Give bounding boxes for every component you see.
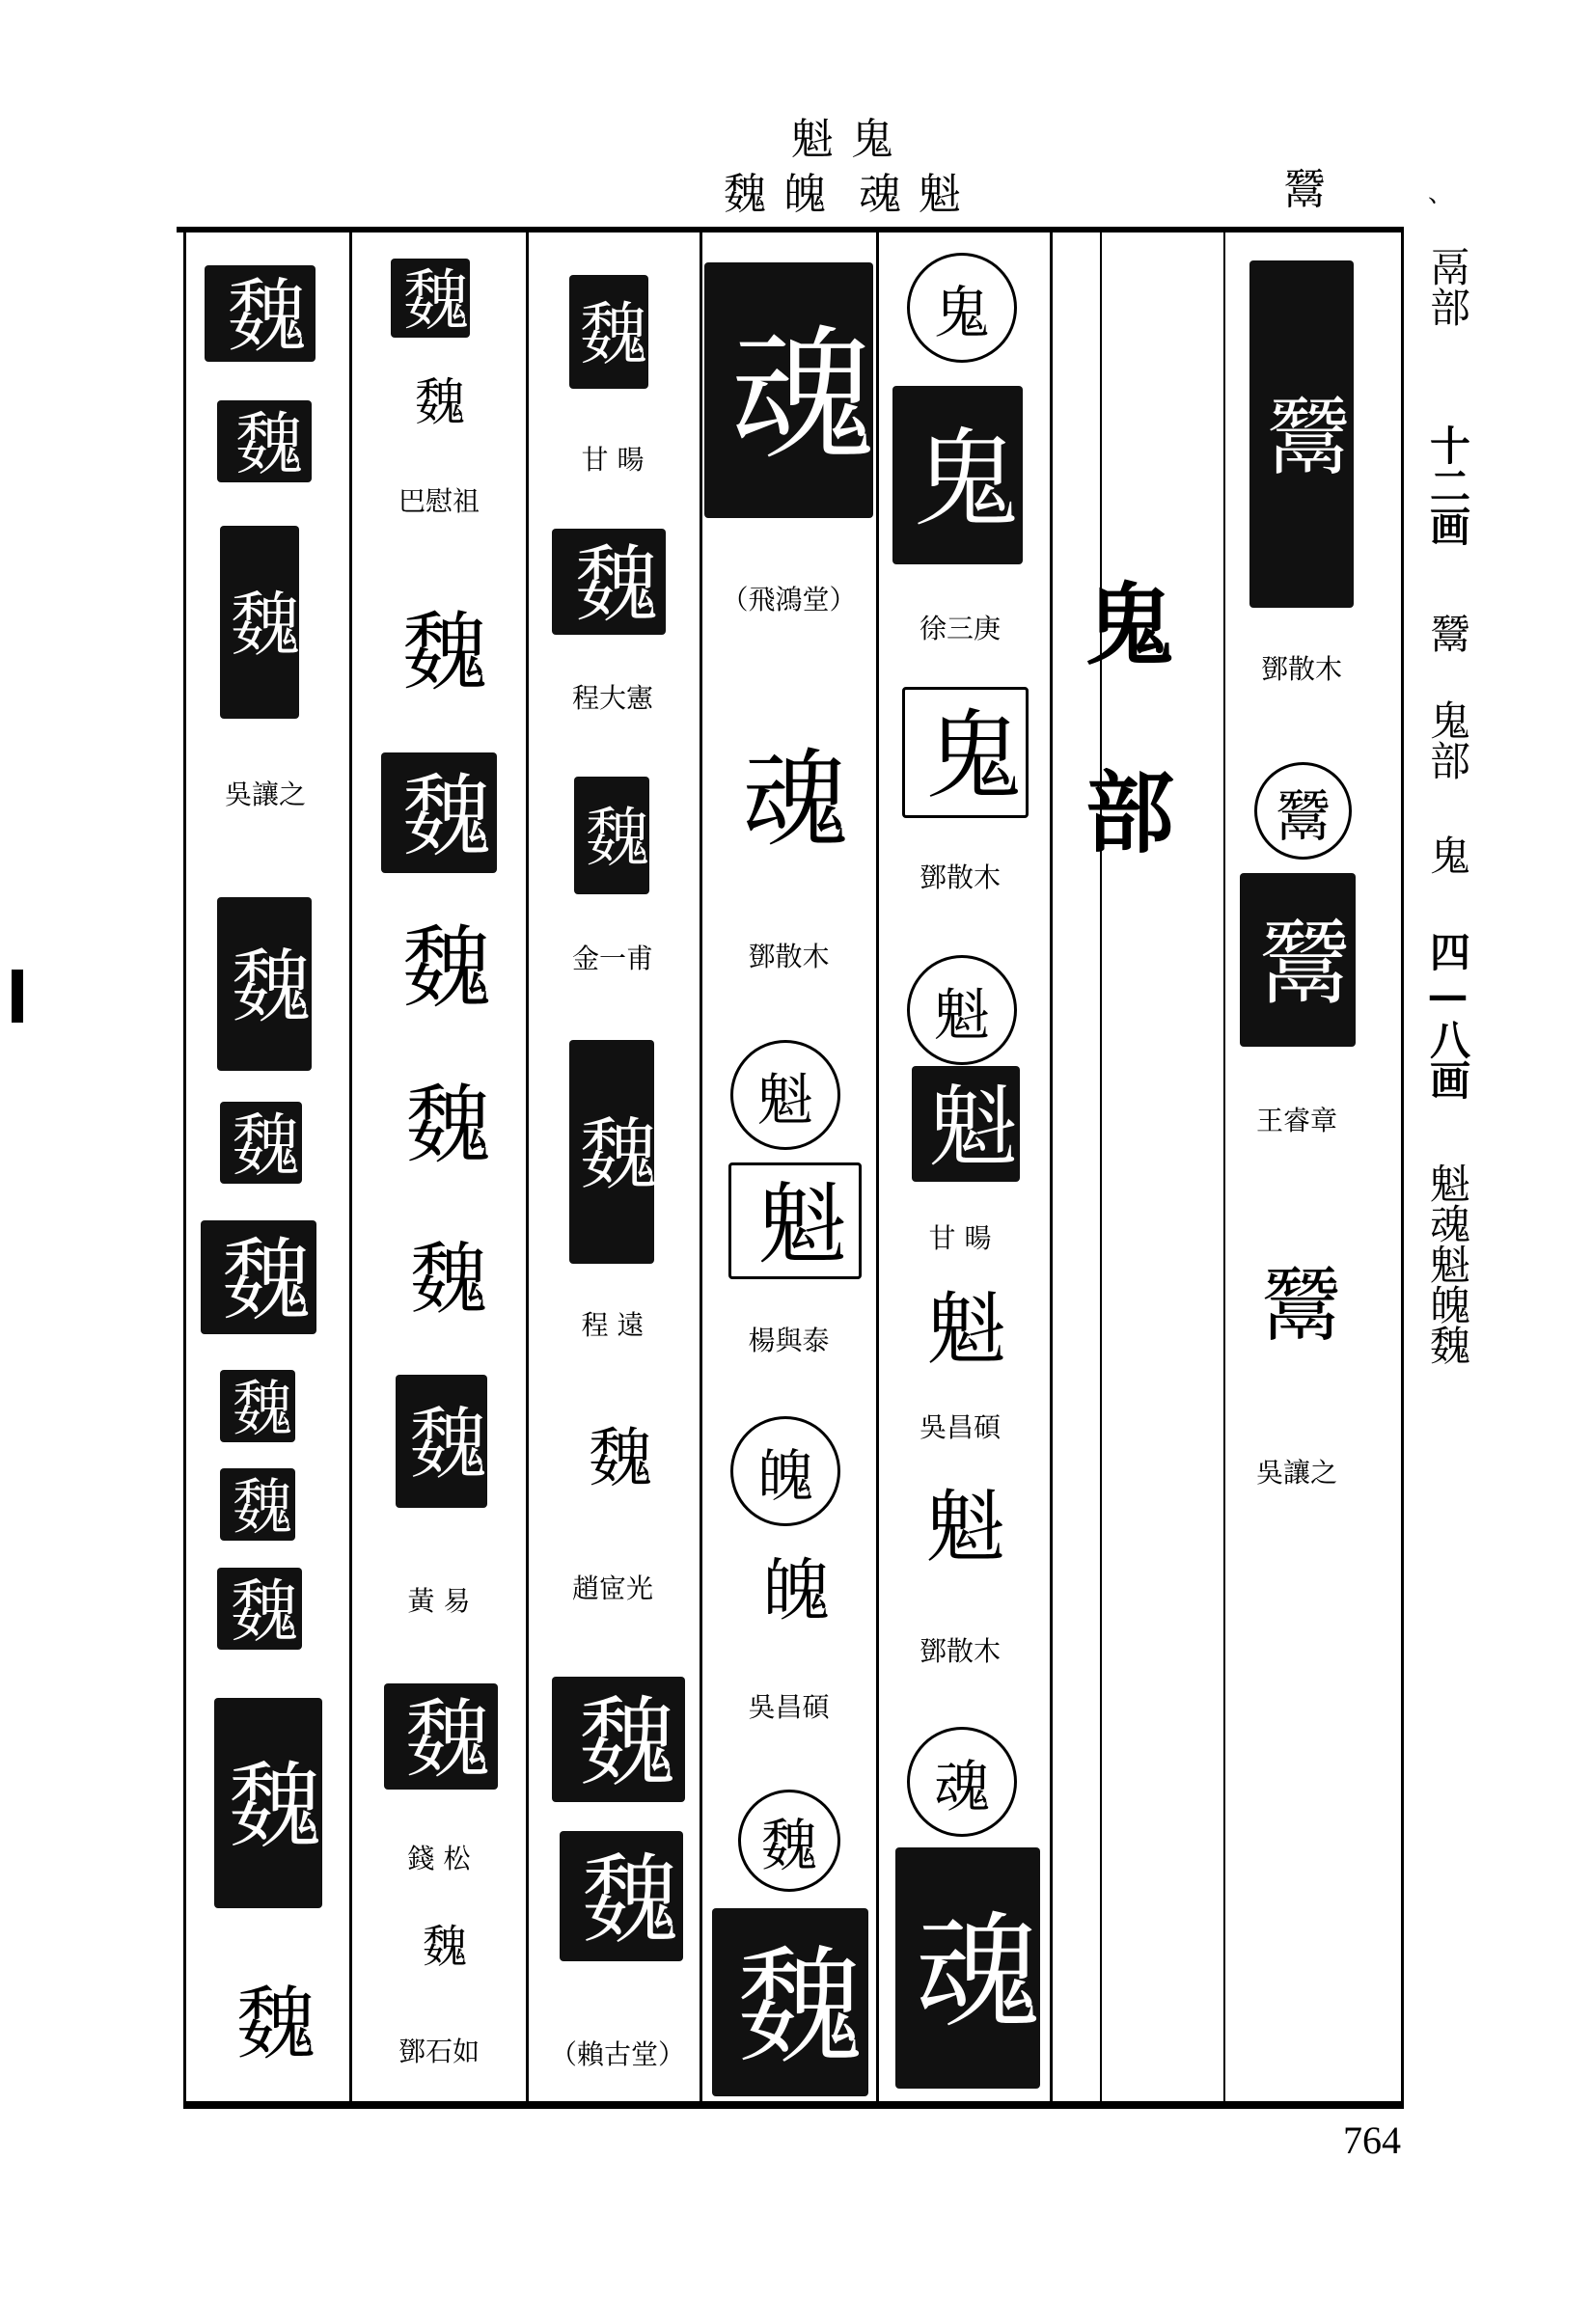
seal-hun-1: 魂 (704, 262, 873, 518)
seal-wei2-7: 魏 (394, 1223, 490, 1329)
column-divider-4 (700, 232, 702, 2101)
radical-label-2: 部 (1085, 762, 1175, 865)
seal-wei1-3: 魏 (574, 777, 649, 894)
side-strokes-a: 十二画 (1424, 424, 1471, 546)
seal-wei3-5: 魏 (220, 1102, 302, 1184)
side-radical-top: 鬲部 (1424, 246, 1471, 327)
table-bottom-rule (183, 2101, 1404, 2109)
caption-gui-1: 徐三庚 (919, 613, 1001, 644)
seal-wei1-2: 魏 (552, 529, 666, 635)
caption-gui-2: 鄧散木 (919, 861, 1001, 893)
seal-wei1-1: 魏 (569, 275, 648, 389)
seal-gui-6: 魂 (895, 1847, 1040, 2089)
circle-gui: 鬼 (907, 253, 1017, 363)
seal-wei3-9: 魏 (217, 1568, 302, 1650)
caption-wei1-5: 趙宧光 (571, 1572, 653, 1604)
seal-wei3-11: 魏 (217, 1973, 321, 2069)
caption-hun-3: 楊與泰 (748, 1325, 830, 1356)
header-top-right-chars: 魁 鬼 (791, 115, 895, 164)
seal-wei3-2: 魏 (217, 400, 312, 482)
seal-wei2-8: 魏 (396, 1375, 487, 1508)
seal-wei3-7: 魏 (220, 1370, 295, 1442)
page-number: 764 (1343, 2119, 1401, 2162)
side-item-b: 鬼 (1424, 834, 1471, 875)
caption-wei3-3: 吳讓之 (224, 779, 306, 810)
seal-li-1: 鬵 (1249, 260, 1354, 608)
caption-wei2-2: 巴慰祖 (398, 485, 480, 517)
seal-wei2-1: 魏 (391, 259, 470, 338)
column-divider-9 (1401, 232, 1404, 2101)
column-divider-8 (1223, 232, 1225, 2101)
circle-hun-wei: 魏 (738, 1790, 840, 1892)
seal-wei2-3: 魏 (381, 596, 495, 702)
seal-gui-5: 魁 (915, 1471, 1003, 1577)
caption-hun-4: 吳昌碩 (748, 1691, 830, 1723)
caption-gui-5: 鄧散木 (919, 1635, 1001, 1667)
seal-wei1-5: 魏 (577, 1399, 652, 1513)
seal-wei2-5: 魏 (381, 907, 497, 1023)
caption-gui-3: 甘 暘 (928, 1222, 992, 1254)
table-top-rule (177, 227, 1404, 232)
seal-wei3-3: 魏 (220, 526, 299, 719)
seal-gui-3: 魁 (912, 1066, 1020, 1182)
margin-mark (12, 970, 23, 1023)
caption-li-3: 吳讓之 (1255, 1457, 1337, 1489)
column-divider-2 (349, 232, 352, 2101)
column-divider-3 (526, 232, 529, 2101)
caption-wei2-9: 錢 松 (407, 1843, 471, 1874)
header-far-right-char: 鬵 (1283, 165, 1328, 214)
circle-gui-hun: 魂 (907, 1727, 1017, 1837)
circle-li: 鬵 (1254, 762, 1352, 860)
seal-wei3-10: 魏 (214, 1698, 322, 1908)
side-items-c: 魁魂魁魄魏 (1424, 1162, 1471, 1365)
seal-hun-3: 魁 (728, 1162, 862, 1279)
header-tick: 、 (1428, 179, 1454, 208)
seal-hun-2: 魂 (719, 695, 854, 897)
seal-wei3-6: 魏 (201, 1220, 316, 1334)
seal-wei3-1: 魏 (205, 265, 316, 362)
caption-hun-1: （飛鴻堂） (721, 584, 857, 615)
caption-gui-4: 吳昌碩 (919, 1411, 1001, 1443)
seal-wei2-9: 魏 (384, 1683, 498, 1790)
side-strokes-b: 四—八画 (1424, 931, 1471, 1100)
column-divider-5 (876, 232, 879, 2101)
circle-gui-kui: 魁 (907, 955, 1017, 1065)
column-divider-1 (183, 232, 186, 2101)
column-divider-7 (1100, 232, 1102, 2101)
seal-wei1-6: 魏 (552, 1677, 685, 1802)
caption-wei1-2: 程大憲 (571, 682, 653, 714)
side-item-a: 鬵 (1424, 613, 1471, 653)
side-radical-b: 鬼部 (1424, 699, 1471, 780)
column-divider-6 (1050, 232, 1053, 2101)
seal-wei3-8: 魏 (220, 1468, 295, 1541)
seal-wei1-7: 魏 (560, 1831, 683, 1961)
seal-gui-1: 鬼 (892, 386, 1023, 564)
caption-li-1: 鄧散木 (1260, 653, 1342, 685)
caption-wei1-1: 甘 暘 (581, 444, 645, 476)
seal-wei2-2: 魏 (403, 371, 467, 429)
caption-li-2: 王睿章 (1255, 1105, 1337, 1136)
circle-hun-kui: 魁 (730, 1040, 840, 1150)
seal-hun-5: 魏 (712, 1908, 868, 2096)
seal-gui-4: 魁 (912, 1278, 1008, 1375)
circle-hun-po: 魄 (730, 1416, 840, 1526)
caption-wei1-3: 金一甫 (571, 943, 653, 974)
caption-wei1-7: （賴古堂） (549, 2038, 685, 2070)
radical-label-1: 鬼 (1085, 574, 1175, 677)
seal-hun-4: 魄 (753, 1532, 830, 1643)
seal-wei3-4: 魏 (217, 897, 312, 1071)
caption-hun-2: 鄧散木 (748, 941, 830, 972)
caption-wei2-8: 黃 易 (407, 1585, 471, 1617)
seal-wei1-4: 魏 (569, 1040, 654, 1264)
seal-wei2-10: 魏 (403, 1920, 480, 1970)
seal-gui-2: 鬼 (902, 687, 1029, 818)
header-bottom-chars: 魏 魄 魂 魁 (724, 170, 963, 219)
seal-wei2-4: 魏 (381, 752, 497, 873)
seal-li-2: 鬵 (1240, 873, 1356, 1047)
caption-wei2-10: 鄧石如 (398, 2036, 480, 2067)
seal-li-3: 鬵 (1249, 1211, 1341, 1394)
seal-wei2-6: 魏 (386, 1066, 497, 1177)
caption-wei1-4: 程 遠 (581, 1309, 645, 1341)
